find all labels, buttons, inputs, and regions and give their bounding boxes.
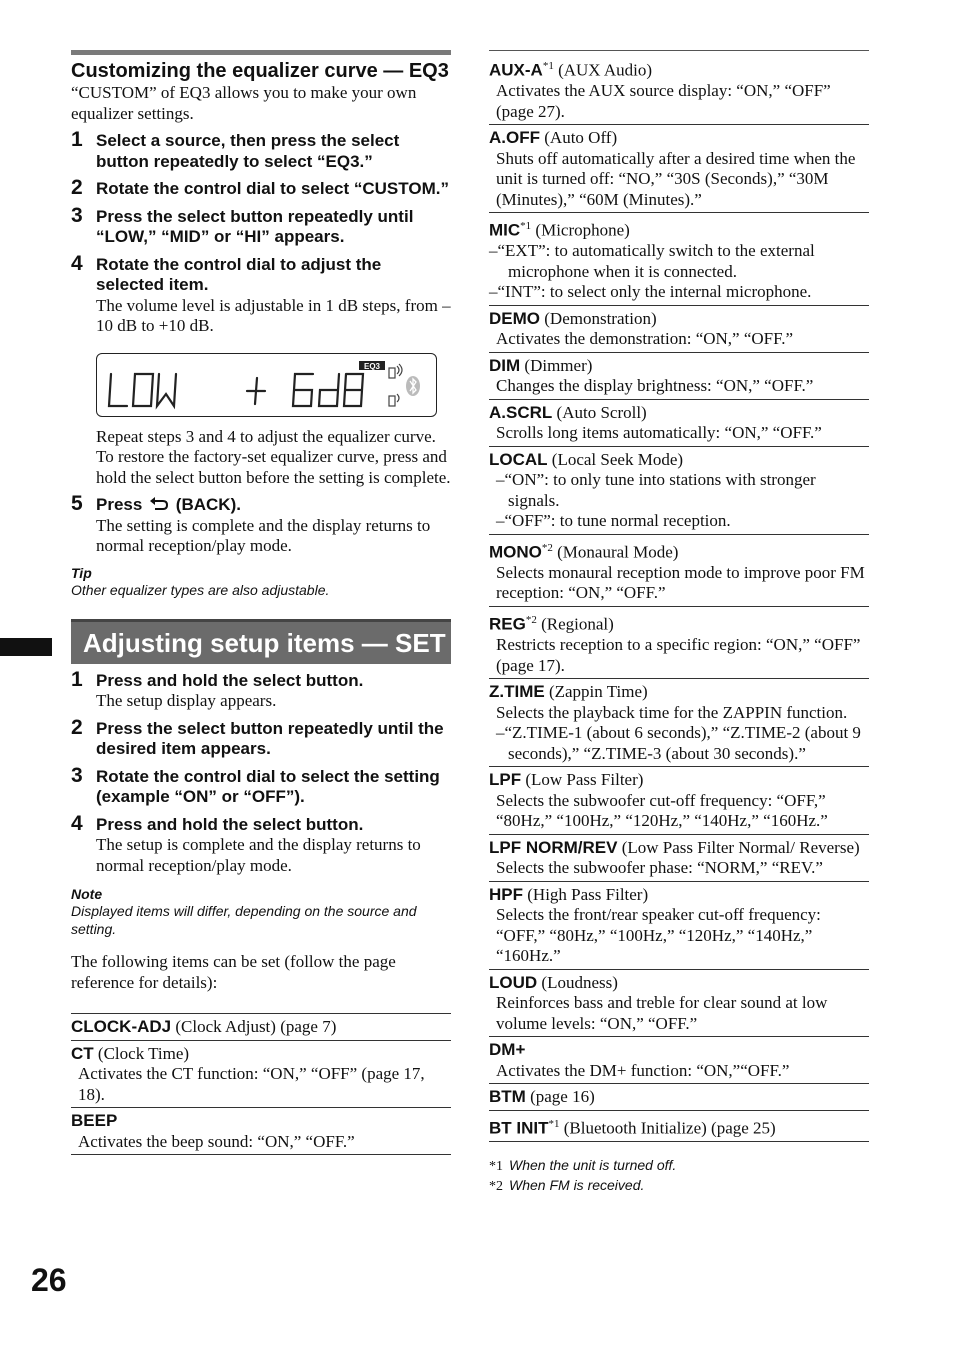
setup-item-a-off [489,125,869,213]
step-number: 5 [71,492,83,515]
footnote-text: When FM is received. [509,1176,645,1193]
item-option: –“ON”: to only tune into stations with stronger signals. [496,470,816,510]
item-name: REG [489,614,526,634]
step-title: Press the select button repeatedly until the desired item appears. [96,718,444,758]
item-name: CLOCK-ADJ [71,1017,172,1036]
item-detail: Selects the front/rear speaker cut-off frequency: “OFF,” “80Hz,” “100Hz,” “120Hz,” “140Hz,” “160Hz.” [496,905,821,966]
step5-body: The setting is complete and the display returns to normal reception/play mode. [96,515,431,555]
item-detail: Selects the subwoofer phase: “NORM,” “REV.” [496,858,823,878]
item-option: –“Z.TIME-1 (about 6 seconds),” “Z.TIME-2 (about 9 seconds),” “Z.TIME-3 (about 30 seconds).” [496,723,861,763]
setup-item-dim [489,353,869,400]
setup-item-loud [489,970,869,1038]
item-description: (Low Pass Filter) [521,770,644,790]
item-name: Z.TIME [489,682,545,702]
item-option: –“EXT”: to automatically switch to the external microphone when it is connected. [489,241,815,281]
item-name: MIC [489,220,521,240]
item-name: BT INIT [489,1118,549,1138]
item-description: (Dimmer) [520,355,593,375]
tip-body: Other equalizer types are also adjustable. [71,581,330,598]
item-heading [489,1040,869,1061]
item-detail: Selects monaural reception mode to improve poor FM reception: “ON,” “OFF.” [496,562,865,603]
item-detail: Activates the beep sound: “ON,” “OFF.” [78,1131,355,1151]
step-number: 4 [71,811,83,835]
item-name: BEEP [71,1111,118,1130]
right-top-rule [489,50,869,51]
item-heading [489,885,869,906]
step-title: Press and hold the select button. [96,670,364,690]
svg-text:EQ3: EQ3 [363,361,381,371]
set-step-4 [71,811,451,877]
item-name: DM+ [489,1040,526,1060]
setup-item-a-scrl [489,400,869,447]
footnote [489,1176,869,1196]
item-description: (Clock Adjust) (page 7) [171,1017,337,1036]
item-heading [71,1111,451,1132]
footnote-marker: *1 [548,1117,560,1130]
set-step-2 [71,715,451,760]
lcd-display-illustration [96,353,437,417]
setup-item-mono [489,535,869,607]
item-detail: Activates the demonstration: “ON,” “OFF.” [496,329,794,349]
setup-item-bt-init [489,1111,869,1142]
step-body: The volume level is adjustable in 1 dB steps, from –10 dB to +10 dB. [96,295,451,335]
setup-item-ct [71,1041,451,1109]
item-description: (Regional) [536,614,614,634]
setup-item-dm- [489,1037,869,1084]
item-description: (Zappin Time) [544,682,648,702]
eq3-step-5 [71,492,451,557]
item-heading [489,56,869,81]
setup-item-clock-adj [71,1014,451,1041]
lcd-segment-text [97,354,435,415]
item-description: (High Pass Filter) [523,884,649,904]
item-option: –“INT”: to select only the internal microphone. [489,282,812,302]
step-title: Press the select button repeatedly until “LOW,” “MID” or “HI” appears. [96,206,414,246]
item-heading [489,403,869,424]
item-name: BTM [489,1087,526,1107]
setup-item-mic [489,213,869,306]
step-title: Rotate the control dial to select the setting (example “ON” or “OFF”). [96,766,440,806]
set-section-banner: Adjusting setup items — SET [71,619,451,664]
footnote-mark: *2 [489,1178,503,1194]
setup-item-aux-a [489,53,869,125]
setup-item-btm [489,1084,869,1111]
page-number: 26 [31,1262,67,1298]
footnote-marker: *1 [542,60,554,72]
set-step-3 [71,763,451,808]
footnotes [489,1156,869,1196]
item-description: (Low Pass Filter Normal/ Reverse) [617,837,860,857]
eq3-step-1 [71,128,451,172]
step-title: Rotate the control dial to select “CUSTOM.” [96,179,449,198]
item-option: –“OFF”: to tune normal reception. [496,511,731,531]
item-description: (Local Seek Mode) [547,449,684,469]
step5-title-pre: Press [96,495,143,514]
setup-item-beep [71,1108,451,1155]
item-heading [489,450,869,471]
note-heading: Note [71,886,103,902]
item-name: LPF NORM/REV [489,837,618,857]
eq3-restore-note: To restore the factory-set equalizer curve, press and hold the select button before the setting is complete. [96,447,451,487]
phone-signal-icon [389,364,402,406]
item-description: (Auto Scroll) [552,402,647,422]
setup-item-z-time [489,679,869,767]
section-tab-marker [0,638,52,656]
right-column [489,50,869,1196]
footnote-marker: *2 [525,613,537,626]
setup-items-left [71,1013,451,1155]
set-step-1 [71,667,451,712]
eq3-step-2 [71,176,451,200]
step-number: 2 [71,176,83,199]
item-description: (Monaural Mode) [552,542,679,562]
eq3-steps [71,128,451,337]
note-body: Displayed items will differ, depending on the source and setting. [71,903,417,937]
item-description: (Bluetooth Initialize) (page 25) [559,1118,776,1138]
back-arrow-icon [149,497,169,511]
step-number: 3 [71,763,83,787]
item-name: LOCAL [489,449,548,469]
item-heading [489,128,869,149]
item-heading [489,973,869,994]
item-detail: Activates the AUX source display: “ON,” “OFF” (page 27). [496,81,831,121]
item-description: (AUX Audio) [553,60,653,80]
set-steps [71,667,451,877]
item-heading [489,1114,869,1139]
item-heading [489,538,869,563]
item-heading [489,770,869,791]
item-heading [489,356,869,377]
step-title: Rotate the control dial to adjust the selected item. [96,254,382,294]
step-number: 3 [71,203,83,227]
footnote-text: When the unit is turned off. [509,1156,677,1173]
bluetooth-icon [406,376,420,396]
item-description: (Demonstration) [540,308,657,328]
following-items-intro: The following items can be set (follow the page reference for details): [71,952,396,992]
item-detail: Selects the subwoofer cut-off frequency: “OFF,” “80Hz,” “100Hz,” “120Hz,” “140Hz,” “160Hz.” [496,790,828,831]
footnote [489,1156,869,1176]
step-body: The setup is complete and the display returns to normal reception/play mode. [96,835,421,875]
item-detail: Selects the playback time for the ZAPPIN function. [496,702,848,722]
item-detail: Reinforces bass and treble for clear sound at low volume levels: “ON,” “OFF.” [496,993,828,1033]
item-detail: Scrolls long items automatically: “ON,” “OFF.” [496,423,822,443]
eq3-repeat-note: Repeat steps 3 and 4 to adjust the equalizer curve. [96,426,436,446]
item-description: (Loudness) [537,972,618,992]
footnote-marker: *2 [541,541,553,554]
item-name: DEMO [489,308,540,328]
step-number: 1 [71,667,83,691]
item-description: (Auto Off) [540,128,618,148]
item-detail: Restricts reception to a specific region: “ON,” “OFF” (page 17). [496,635,861,675]
step-title: Select a source, then press the select button repeatedly to select “EQ3.” [96,131,400,171]
setup-items-right [489,53,869,1142]
left-column [71,50,451,1155]
step5-title-post: (BACK). [175,495,241,514]
item-description: (Clock Time) [93,1043,190,1063]
step-number: 2 [71,715,83,739]
setup-item-local [489,447,869,535]
step-title: Press and hold the select button. [96,814,364,834]
eq3-step-4 [71,251,451,337]
item-name: LOUD [489,972,538,992]
footnote-marker: *1 [520,220,532,233]
eq3-intro: “CUSTOM” of EQ3 allows you to make your own equalizer settings. [71,83,417,123]
setup-item-reg [489,607,869,679]
item-name: HPF [489,884,523,904]
tip-heading: Tip [71,564,92,581]
item-name: A.OFF [489,128,540,148]
item-detail: Activates the CT function: “ON,” “OFF” (page 17, 18). [78,1064,425,1104]
item-description: (Microphone) [531,220,630,240]
item-name: A.SCRL [489,402,553,422]
item-detail: Activates the DM+ function: “ON,”“OFF.” [496,1060,790,1080]
item-detail: Shuts off automatically after a desired time when the unit is turned off: “NO,” “30S (Seconds),” “30M (Minutes),” “60M (Minutes).” [496,148,856,209]
item-name: MONO [489,542,542,562]
item-name: AUX-A [489,60,543,80]
item-heading [489,309,869,330]
setup-item-lpf-norm-rev [489,835,869,882]
step-number: 4 [71,251,83,275]
step-number: 1 [71,128,83,151]
item-description: (page 16) [525,1087,595,1107]
setup-item-demo [489,306,869,353]
item-detail: Changes the display brightness: “ON,” “OFF.” [496,376,814,396]
item-heading [489,682,869,703]
item-heading [489,610,869,635]
eq3-heading: Customizing the equalizer curve — EQ3 [71,60,449,82]
item-name: LPF [489,770,522,790]
item-heading [489,838,869,859]
item-name: DIM [489,355,521,375]
item-name: CT [71,1043,94,1063]
item-heading [489,216,869,241]
section-rule [71,50,451,55]
setup-item-hpf [489,882,869,970]
item-heading [489,1087,869,1108]
eq3-step-3 [71,203,451,248]
footnote-mark: *1 [489,1158,503,1174]
step-body: The setup display appears. [96,691,277,710]
item-heading [71,1044,451,1065]
setup-item-lpf [489,767,869,835]
item-heading [71,1017,451,1038]
